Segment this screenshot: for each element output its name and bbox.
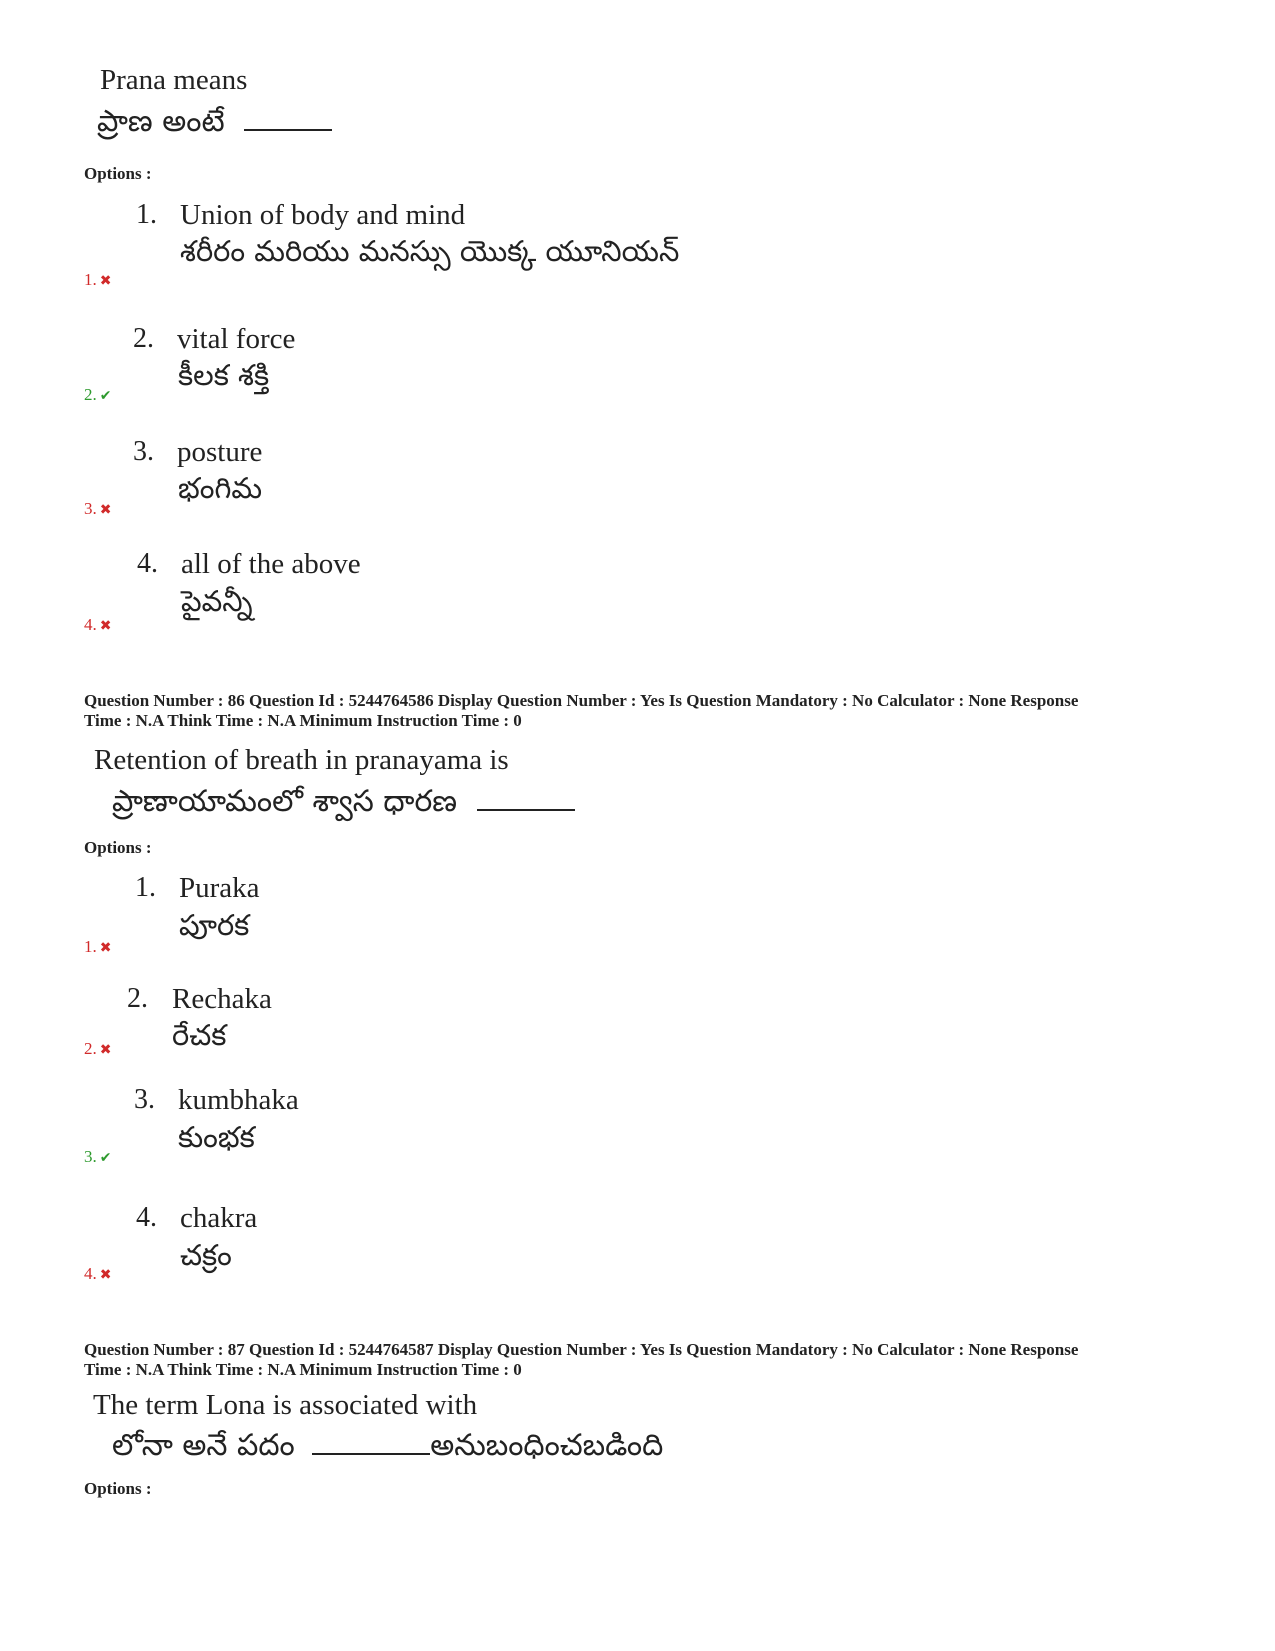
question-87-te-before: లోనా అనే పదం <box>112 1428 295 1463</box>
marker-label: 1. <box>84 270 97 289</box>
marker-label: 4. <box>84 615 97 634</box>
question-meta-line-2: Time : N.A Think Time : N.A Minimum Instruction Time : 0 <box>84 1360 522 1379</box>
option-text-en: Rechaka <box>172 983 272 1015</box>
option-text-en: Puraka <box>179 872 260 904</box>
marker-label: 3. <box>84 499 97 518</box>
question-85-text-te <box>97 104 332 140</box>
question-87-te-after: అనుబంధించబడింది <box>430 1428 664 1463</box>
option-marker-correct <box>84 385 111 406</box>
option-text-en: vital force <box>177 323 296 355</box>
option-number: 3. <box>133 436 154 467</box>
question-meta <box>84 1340 1204 1380</box>
option-number: 2. <box>127 983 148 1014</box>
cross-icon: ✖ <box>99 502 112 518</box>
cross-icon: ✖ <box>99 1267 112 1283</box>
question-meta <box>84 691 1204 731</box>
marker-label: 2. <box>84 1039 97 1058</box>
marker-label: 2. <box>84 385 97 404</box>
option-number: 4. <box>137 548 158 579</box>
option-text-en: all of the above <box>181 548 361 580</box>
marker-label: 1. <box>84 937 97 956</box>
option-marker-wrong <box>84 499 111 520</box>
option-text-te: కీలక శక్తి <box>178 358 270 392</box>
cross-icon: ✖ <box>99 273 112 289</box>
question-meta-line-2: Time : N.A Think Time : N.A Minimum Instruction Time : 0 <box>84 711 522 730</box>
option-text-en: Union of body and mind <box>180 199 466 231</box>
question-meta-line-1: Question Number : 87 Question Id : 5244764587 Display Question Number : Yes Is Question Mandatory : No Calculator : None Response <box>84 1340 1079 1359</box>
question-85-te-text: ప్రాణ అంటే <box>97 104 225 139</box>
option-text-te: శరీరం మరియు మనస్సు యొక్క యూనియన్ <box>180 234 680 268</box>
question-86-text-te <box>112 784 575 820</box>
option-number: 1. <box>135 872 156 903</box>
option-marker-wrong <box>84 937 111 958</box>
question-85-text-en: Prana means <box>100 64 248 96</box>
answer-blank <box>477 807 575 811</box>
check-icon: ✔ <box>99 388 112 404</box>
question-86-te-text: ప్రాణాయామంలో శ్వాస ధారణ <box>112 784 458 819</box>
options-label: Options : <box>84 164 152 183</box>
option-text-te: భంగిమ <box>178 471 263 505</box>
option-number: 2. <box>133 323 154 354</box>
question-86-text-en: Retention of breath in pranayama is <box>94 744 509 776</box>
answer-blank <box>312 1451 430 1455</box>
options-label: Options : <box>84 838 152 857</box>
option-text-en: posture <box>177 436 263 468</box>
marker-label: 3. <box>84 1147 97 1166</box>
option-text-te: పైవన్నీ <box>181 584 253 618</box>
option-marker-wrong <box>84 270 111 291</box>
answer-blank <box>244 127 332 131</box>
option-number: 1. <box>136 199 157 230</box>
option-text-en: chakra <box>180 1202 258 1234</box>
option-text-te: రేచక <box>172 1018 227 1052</box>
option-number: 3. <box>134 1084 155 1115</box>
check-icon: ✔ <box>99 1150 112 1166</box>
question-87-text-te <box>112 1428 663 1464</box>
option-number: 4. <box>136 1202 157 1233</box>
option-marker-correct <box>84 1147 111 1168</box>
option-marker-wrong <box>84 615 111 636</box>
option-marker-wrong <box>84 1039 111 1060</box>
cross-icon: ✖ <box>99 1042 112 1058</box>
question-87-text-en: The term Lona is associated with <box>93 1389 478 1421</box>
cross-icon: ✖ <box>99 940 112 956</box>
option-marker-wrong <box>84 1264 111 1285</box>
cross-icon: ✖ <box>99 618 112 634</box>
option-text-te: కుంభక <box>178 1120 255 1154</box>
question-meta-line-1: Question Number : 86 Question Id : 5244764586 Display Question Number : Yes Is Question Mandatory : No Calculator : None Response <box>84 691 1079 710</box>
options-label: Options : <box>84 1479 152 1498</box>
option-text-te: చక్రం <box>180 1238 232 1272</box>
option-text-te: పూరక <box>179 908 250 942</box>
marker-label: 4. <box>84 1264 97 1283</box>
option-text-en: kumbhaka <box>178 1084 299 1116</box>
